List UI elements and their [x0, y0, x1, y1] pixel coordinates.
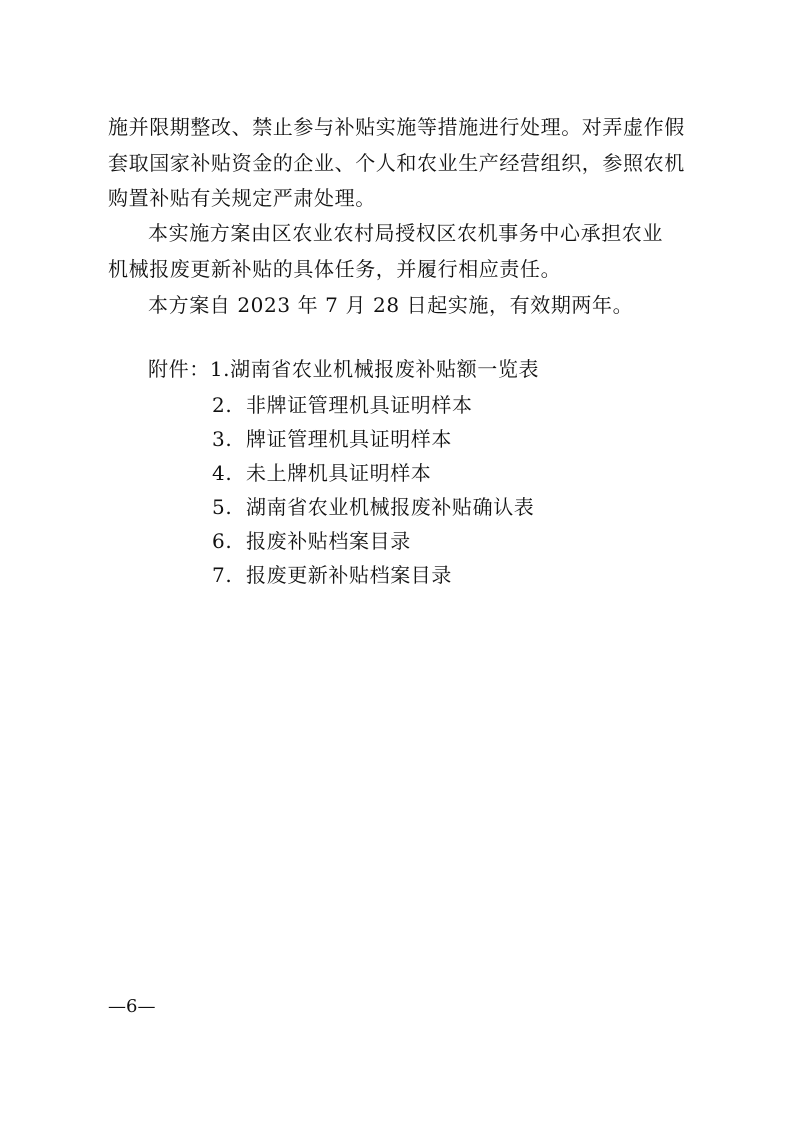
- attachment-item: [212, 490, 534, 524]
- paragraph-line: 购置补贴有关规定严肃处理。: [108, 186, 376, 210]
- attachment-number: 2.: [212, 393, 233, 417]
- paragraph-effective-date: [108, 288, 700, 324]
- attachments-label: 附件：: [148, 357, 210, 381]
- attachments-heading: [148, 352, 539, 386]
- attachment-title: 牌证管理机具证明样本: [246, 427, 452, 451]
- paragraph-line: 机械报废更新补贴的具体任务，并履行相应责任。: [108, 256, 562, 281]
- paragraph-line: 施并限期整改、禁止参与补贴实施等措施进行处理。对弄虚作假: [108, 115, 685, 139]
- attachment-number: 6.: [212, 529, 233, 553]
- attachment-item: [212, 524, 534, 558]
- attachment-title: 未上牌机具证明样本: [246, 461, 432, 485]
- attachment-title: 报废补贴档案目录: [246, 529, 411, 553]
- attachment-item: [212, 422, 534, 456]
- paragraph-line: 本方案自 2023 年 7 月 28 日起实施，有效期两年。: [148, 293, 634, 317]
- page-number: —6—: [108, 996, 156, 1017]
- attachment-number: 3.: [212, 427, 233, 451]
- attachment-item-1: 1.湖南省农业机械报废补贴额一览表: [209, 357, 540, 381]
- attachment-item: [212, 388, 534, 422]
- attachment-number: 7.: [212, 563, 233, 587]
- attachment-number: 4.: [212, 461, 233, 485]
- attachments-list: [212, 388, 534, 592]
- attachment-number: 5.: [212, 495, 233, 519]
- attachment-title: 湖南省农业机械报废补贴确认表: [246, 495, 535, 519]
- attachment-item: [212, 456, 534, 490]
- paragraph-responsibility: [108, 216, 700, 287]
- attachment-item: [212, 558, 534, 592]
- paragraph-line: 套取国家补贴资金的企业、个人和农业生产经营组织，参照农机: [108, 150, 685, 175]
- paragraph-line: 本实施方案由区农业农村局授权区农机事务中心承担农业: [148, 221, 663, 245]
- attachment-title: 报废更新补贴档案目录: [246, 563, 452, 587]
- attachment-title: 非牌证管理机具证明样本: [246, 393, 473, 417]
- paragraph-penalty: [108, 110, 700, 217]
